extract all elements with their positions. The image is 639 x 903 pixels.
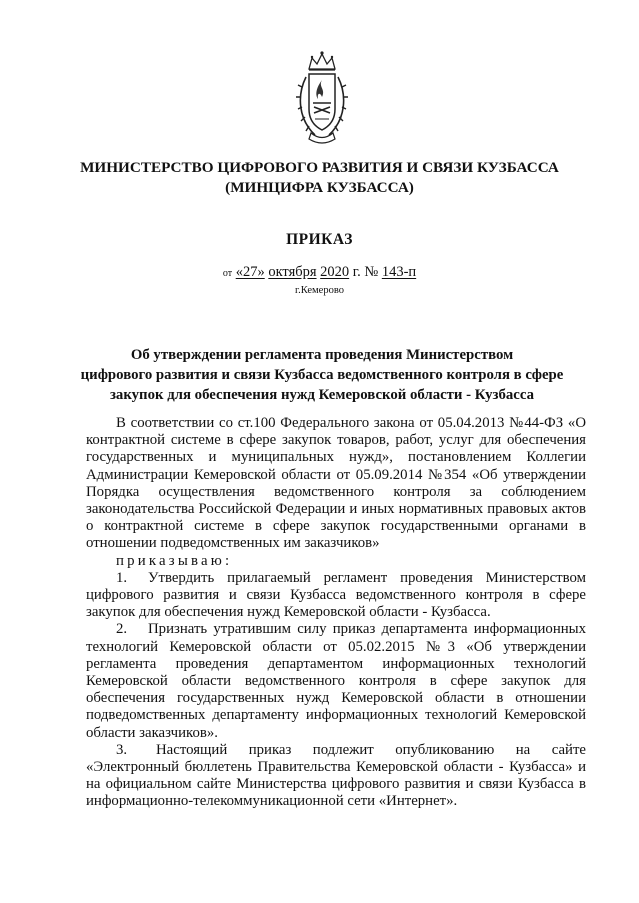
item-number: 2. bbox=[116, 621, 128, 638]
year-suffix: г. № bbox=[352, 264, 379, 280]
date-month: октября bbox=[268, 264, 317, 280]
preamble-paragraph: В соответствии со ст.100 Федерального закона от 05.04.2013 №44-ФЗ «О контрактной системе в сфере закупок товаров, работ, услуг для обеспечения государственных и муниципальных нужд», постановлением Коллегии Администрации Кемеровской области от 05.09.2014 №354 «Об утверждении Порядка осуществления ведомственного контроля за соблюдением законодательства Российской Федерации и иных нормативных правовых актов о контрактной системе в сфере закупок государственными органами в отношении подведомственных им заказчиков» bbox=[86, 415, 586, 552]
kuzbass-coat-of-arms-icon bbox=[293, 47, 351, 147]
subject-line1: Об утверждении регламента проведения Министерством bbox=[130, 347, 514, 363]
item-text: Утвердить прилагаемый регламент проведения Министерством цифрового развития и связи Кузбасса ведомственного контроля в сфере закупок для обеспечения нужд Кемеровской области - Кузбасса. bbox=[86, 569, 586, 621]
order-title: ПРИКАЗ bbox=[286, 231, 353, 248]
order-city: г.Кемерово bbox=[295, 285, 344, 296]
order-word: приказываю: bbox=[116, 552, 233, 569]
date-year: 2020 bbox=[320, 264, 350, 280]
item-text: Настоящий приказ подлежит опубликованию на сайте «Электронный бюллетень Правительства Кемеровской области - Кузбасса» и на официальном сайте Министерства цифрового развития и связи Кузбасса в информационно-телекоммуникационной сети «Интернет». bbox=[86, 741, 586, 810]
list-item bbox=[86, 742, 586, 811]
subject-line3: закупок для обеспечения нужд Кемеровской области - Кузбасса bbox=[109, 387, 534, 403]
order-number: 143-п bbox=[381, 264, 417, 280]
ministry-name bbox=[60, 158, 579, 198]
list-item bbox=[86, 570, 586, 622]
item-number: 3. bbox=[116, 741, 128, 758]
order-subject bbox=[80, 345, 564, 405]
ministry-name-line2: (МИНЦИФРА КУЗБАССА) bbox=[225, 179, 414, 196]
subject-line2: цифрового развития и связи Кузбасса ведомственного контроля в сфере bbox=[80, 367, 564, 383]
item-text: Признать утратившим силу приказ департамента информационных технологий Кемеровской области от 05.02.2015 №3 «Об утверждении регламента проведения департаментом информационных технологий Кемеровской области ведомственного контроля в сфере закупок для обеспечения государственных нужд Кемеровской области в отношении подведомственных департаменту информационных технологий Кемеровской области заказчиков». bbox=[86, 621, 586, 741]
list-item bbox=[86, 621, 586, 741]
date-prefix: от bbox=[222, 268, 233, 279]
ministry-name-line1: МИНИСТЕРСТВО ЦИФРОВОГО РАЗВИТИЯ И СВЯЗИ КУЗБАССА bbox=[80, 159, 559, 176]
order-body bbox=[86, 415, 586, 811]
date-day: «27» bbox=[235, 264, 265, 280]
item-number: 1. bbox=[116, 569, 128, 586]
order-date-line bbox=[0, 264, 639, 281]
